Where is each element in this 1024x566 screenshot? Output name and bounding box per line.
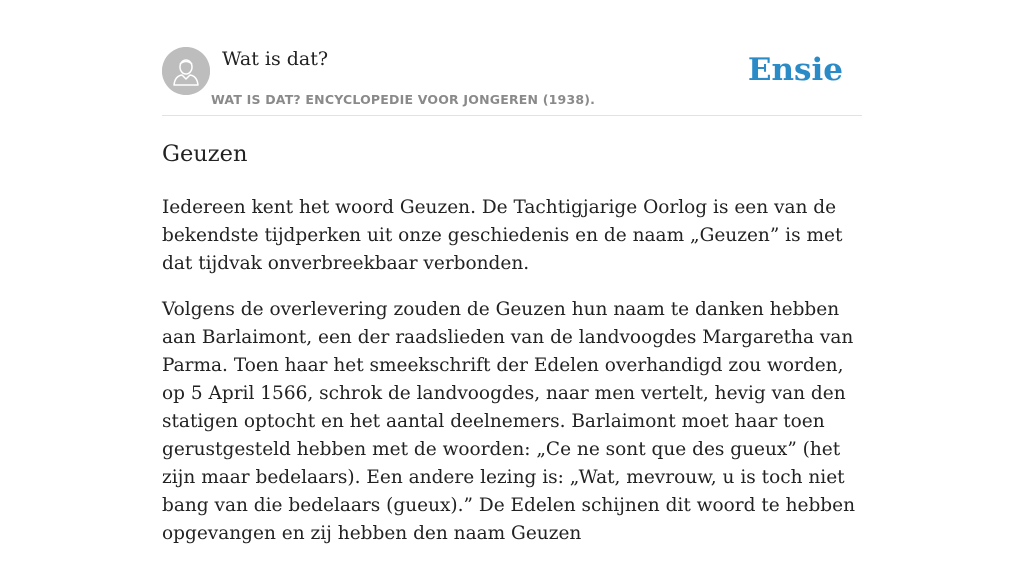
article-paragraph: [162, 194, 866, 278]
ensie-logo[interactable]: Ensie: [747, 52, 843, 88]
source-subtitle: WAT IS DAT? ENCYCLOPEDIE VOOR JONGEREN (1938).: [211, 92, 596, 107]
paragraph-line: Volgens de overlevering zouden de Geuzen hun naam te danken hebben aan: [162, 299, 840, 348]
paragraph-line: aantal deelnemers. Barlaimont moet haar toen gerustgesteld hebben met de: [162, 411, 825, 460]
paragraph-line: woorden: „Ce ne sont que des gueux” (het zijn maar bedelaars). Een andere: [162, 439, 841, 488]
article-title: Geuzen: [162, 141, 248, 167]
paragraph-line: Edelen schijnen dit woord te hebben opgevangen en zij hebben den naam Geuzen: [162, 495, 855, 544]
paragraph-line: Iedereen kent het woord Geuzen. De Tachtigjarige Oorlog is een van de: [162, 197, 837, 218]
paragraph-line: bekendste tijdperken uit onze geschiedenis en de naam „Geuzen” is met dat: [162, 225, 843, 274]
paragraph-line: Barlaimont, een der raadslieden van de landvoogdes Margaretha van Parma.: [162, 327, 854, 376]
paragraph-line: schrok de landvoogdes, naar men vertelt, hevig van den statigen optocht en het: [162, 383, 846, 432]
avatar[interactable]: [162, 47, 210, 95]
paragraph-line: Toen haar het smeekschrift der Edelen overhandigd zou worden, op 5 April 1566,: [162, 355, 844, 404]
paragraph-line: lezing is: „Wat, mevrouw, u is toch niet bang van die bedelaars (gueux).” De: [162, 467, 845, 516]
paragraph-line: tijdvak onverbreekbaar verbonden.: [198, 253, 530, 274]
source-title-link[interactable]: Wat is dat?: [222, 48, 329, 70]
article-paragraph: [162, 296, 866, 548]
article: [162, 138, 866, 566]
source-header: [162, 46, 862, 116]
user-silhouette-icon: [162, 47, 210, 95]
